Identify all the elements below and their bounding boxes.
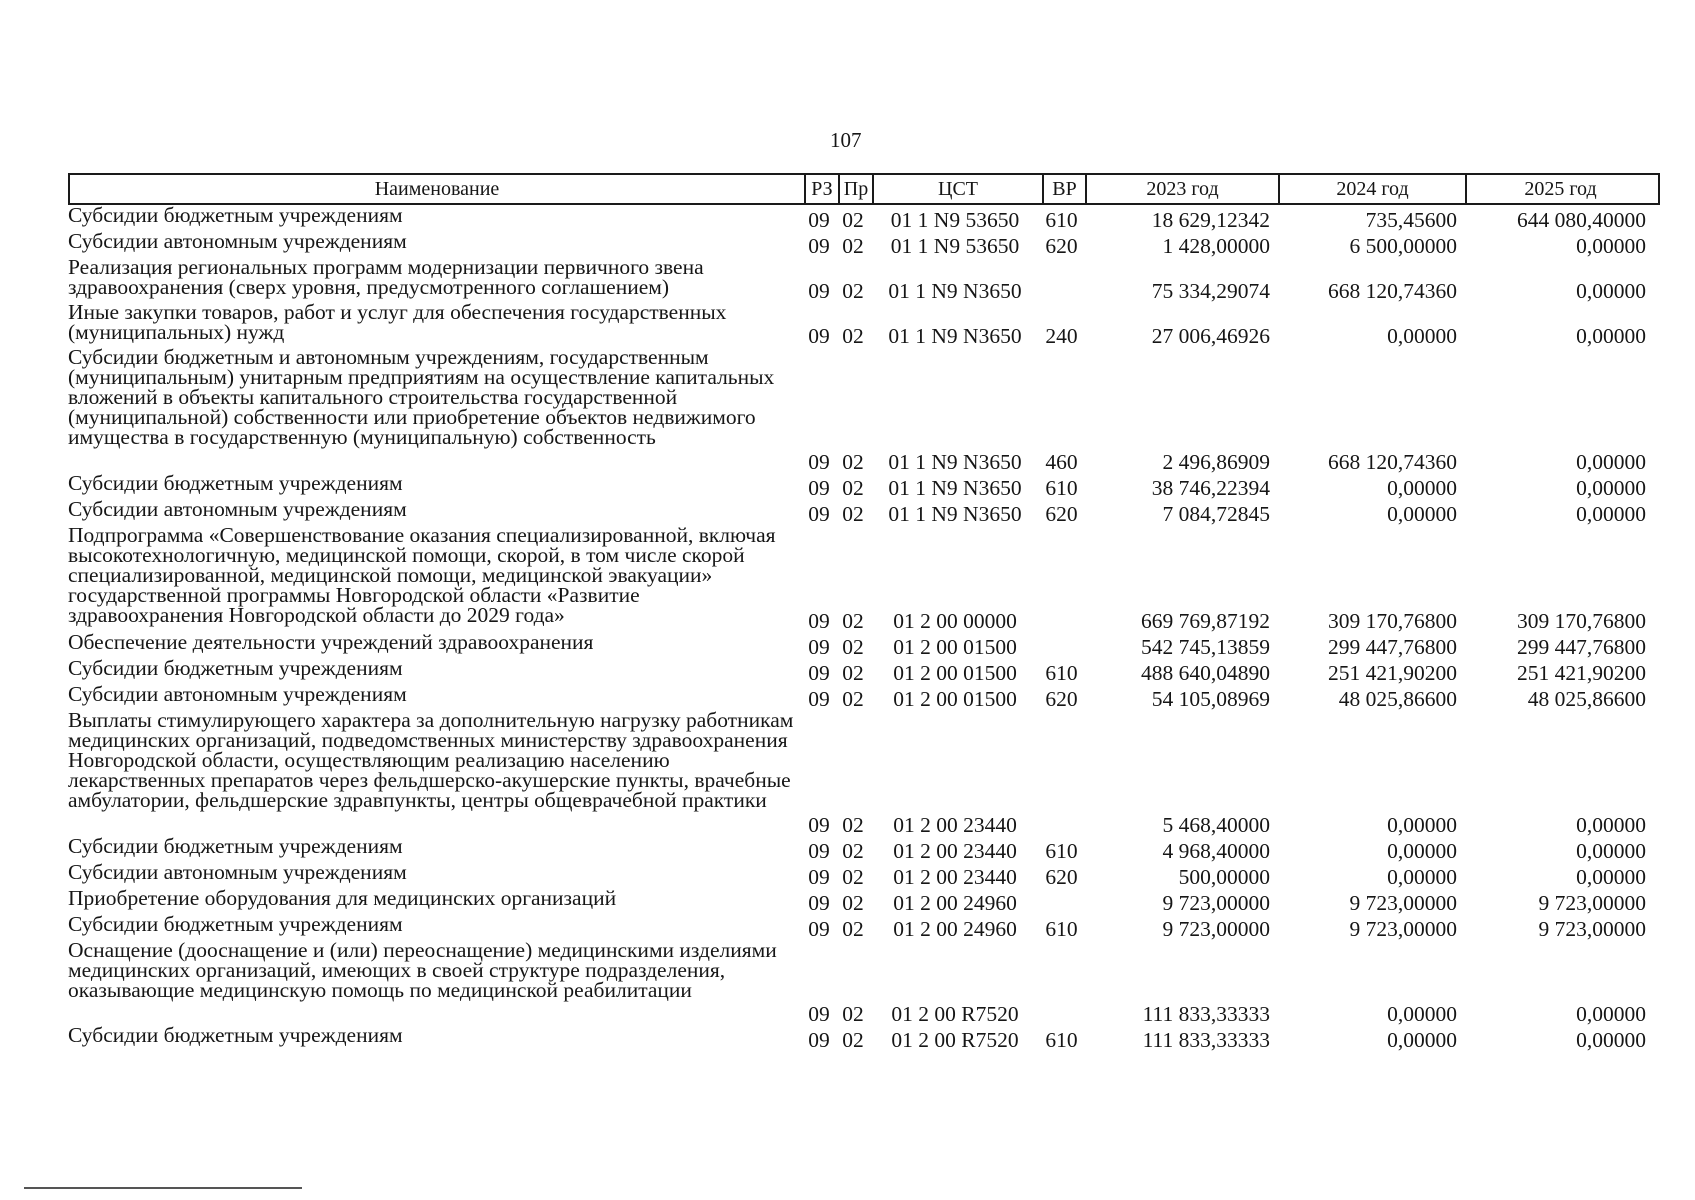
header-2023: 2023 год	[1085, 175, 1278, 203]
table-row	[68, 940, 1660, 1025]
row-cst: 01 1 N9 N3650	[888, 476, 1022, 500]
row-rz: 09	[808, 891, 830, 915]
row-name: Приобретение оборудования для медицинских организаций	[68, 886, 617, 910]
row-pr: 02	[842, 865, 864, 889]
row-name: Субсидии автономным учреждениям	[68, 682, 407, 706]
table-row	[68, 862, 1660, 888]
row-pr: 02	[842, 324, 864, 348]
row-2025: 0,00000	[1576, 324, 1646, 348]
row-2023: 1 428,00000	[1162, 234, 1270, 258]
row-name: Субсидии бюджетным и автономным учреждениям, государственным (муниципальным) унитарным предприятиям на осуществление капитальных вложений в объекты капитального строительства государственной (муниципальной) собственности или приобретение объектов недвижимого имущества в государственную (муниципальную) собственность	[68, 345, 775, 449]
table-row	[68, 347, 1660, 473]
row-2025: 9 723,00000	[1538, 891, 1646, 915]
row-2023: 500,00000	[1178, 865, 1270, 889]
row-pr: 02	[842, 450, 864, 474]
row-cst: 01 2 00 24960	[893, 917, 1017, 941]
row-pr: 02	[842, 1002, 864, 1026]
row-2024: 0,00000	[1387, 839, 1457, 863]
row-pr: 02	[842, 917, 864, 941]
row-vr	[1040, 525, 1083, 632]
row-2023: 7 084,72845	[1162, 502, 1270, 526]
row-rz: 09	[808, 502, 830, 526]
table-row	[68, 257, 1660, 302]
row-name: Подпрограмма «Совершенствование оказания специализированной, включая высокотехнологичную, медицинской помощи, скорой, в том числе скорой специализированной, медицинской помощи, медицинской эвакуации» государственной программы Новгородской области «Развитие здравоохранения Новгородской области до 2029 года»	[68, 523, 776, 627]
row-vr: 610	[1045, 661, 1078, 685]
header-rz: РЗ	[804, 175, 838, 203]
table-header	[68, 173, 1660, 205]
footer-divider	[24, 1187, 302, 1189]
row-cst: 01 2 00 24960	[893, 891, 1017, 915]
row-2025: 9 723,00000	[1538, 917, 1646, 941]
row-2023: 4 968,40000	[1162, 839, 1270, 863]
row-pr: 02	[842, 687, 864, 711]
table-row	[68, 231, 1660, 257]
row-2023: 75 334,29074	[1151, 279, 1270, 303]
row-vr: 610	[1045, 1028, 1078, 1052]
table-row	[68, 684, 1660, 710]
row-2024: 0,00000	[1387, 502, 1457, 526]
row-cst: 01 2 00 23440	[893, 813, 1017, 837]
table-row	[68, 888, 1660, 914]
row-2024: 9 723,00000	[1349, 891, 1457, 915]
row-vr: 610	[1045, 917, 1078, 941]
row-vr	[1040, 940, 1083, 1025]
row-rz: 09	[808, 234, 830, 258]
row-pr: 02	[842, 502, 864, 526]
row-name: Субсидии бюджетным учреждениям	[68, 203, 403, 227]
table-row	[68, 836, 1660, 862]
row-vr: 620	[1045, 234, 1078, 258]
row-2023: 38 746,22394	[1151, 476, 1270, 500]
row-2024: 9 723,00000	[1349, 917, 1457, 941]
row-rz: 09	[808, 609, 830, 633]
budget-table	[68, 173, 1660, 1051]
row-2025: 48 025,86600	[1527, 687, 1646, 711]
row-vr: 610	[1045, 839, 1078, 863]
row-vr	[1040, 632, 1083, 658]
row-cst: 01 2 00 23440	[893, 839, 1017, 863]
row-2025: 309 170,76800	[1517, 609, 1646, 633]
row-vr: 620	[1045, 687, 1078, 711]
row-cst: 01 2 00 01500	[893, 635, 1017, 659]
row-name: Иные закупки товаров, работ и услуг для обеспечения государственных (муниципальных) нужд	[68, 300, 727, 344]
row-rz: 09	[808, 279, 830, 303]
row-cst: 01 2 00 00000	[893, 609, 1017, 633]
row-name: Выплаты стимулирующего характера за дополнительную нагрузку работникам медицинских организаций, подведомственных министерству здравоохранения Новгородской области, осуществляющим реализацию населению лекарственных препаратов через фельдшерско-акушерские пункты, врачебные амбулатории, фельдшерские здравпункты, центры общеврачебной практики	[68, 708, 794, 812]
row-cst: 01 1 N9 53650	[890, 234, 1020, 258]
row-rz: 09	[808, 476, 830, 500]
row-2025: 251 421,90200	[1517, 661, 1646, 685]
row-name: Субсидии автономным учреждениям	[68, 860, 407, 884]
row-pr: 02	[842, 635, 864, 659]
row-rz: 09	[808, 687, 830, 711]
row-2024: 0,00000	[1387, 1028, 1457, 1052]
table-row	[68, 302, 1660, 347]
table-row	[68, 710, 1660, 836]
row-name: Субсидии бюджетным учреждениям	[68, 656, 403, 680]
row-2024: 735,45600	[1365, 208, 1457, 232]
row-vr: 620	[1045, 502, 1078, 526]
row-2024: 668 120,74360	[1328, 279, 1457, 303]
row-2024: 251 421,90200	[1328, 661, 1457, 685]
row-cst: 01 2 00 01500	[893, 661, 1017, 685]
row-rz: 09	[808, 1028, 830, 1052]
row-2025: 0,00000	[1576, 502, 1646, 526]
row-2024: 0,00000	[1387, 476, 1457, 500]
row-cst: 01 1 N9 N3650	[888, 502, 1022, 526]
row-2025: 299 447,76800	[1517, 635, 1646, 659]
row-rz: 09	[808, 865, 830, 889]
row-2023: 9 723,00000	[1162, 917, 1270, 941]
row-rz: 09	[808, 635, 830, 659]
row-2025: 0,00000	[1576, 865, 1646, 889]
row-2025: 0,00000	[1576, 450, 1646, 474]
row-rz: 09	[808, 917, 830, 941]
row-name: Субсидии автономным учреждениям	[68, 229, 407, 253]
row-vr	[1040, 710, 1083, 836]
row-vr: 610	[1045, 208, 1078, 232]
row-pr: 02	[842, 1028, 864, 1052]
row-2024: 0,00000	[1387, 865, 1457, 889]
row-cst: 01 1 N9 N3650	[888, 324, 1022, 348]
row-vr: 610	[1045, 476, 1078, 500]
row-name: Субсидии бюджетным учреждениям	[68, 912, 403, 936]
row-cst: 01 1 N9 N3650	[888, 450, 1022, 474]
row-pr: 02	[842, 813, 864, 837]
header-2025: 2025 год	[1465, 175, 1654, 203]
row-pr: 02	[842, 891, 864, 915]
header-cst: ЦСТ	[872, 175, 1042, 203]
row-2024: 299 447,76800	[1328, 635, 1457, 659]
row-2025: 0,00000	[1576, 839, 1646, 863]
row-rz: 09	[808, 208, 830, 232]
table-row	[68, 499, 1660, 525]
row-2023: 669 769,87192	[1141, 609, 1270, 633]
row-2023: 111 833,33333	[1142, 1028, 1270, 1052]
row-2025: 0,00000	[1576, 279, 1646, 303]
row-2023: 27 006,46926	[1151, 324, 1270, 348]
row-rz: 09	[808, 813, 830, 837]
row-cst: 01 2 00 01500	[893, 687, 1017, 711]
table-row	[68, 914, 1660, 940]
row-2024: 0,00000	[1387, 1002, 1457, 1026]
row-2025: 0,00000	[1576, 476, 1646, 500]
table-row	[68, 473, 1660, 499]
row-vr	[1040, 257, 1083, 302]
row-pr: 02	[842, 476, 864, 500]
row-name: Субсидии автономным учреждениям	[68, 497, 407, 521]
row-rz: 09	[808, 1002, 830, 1026]
row-2023: 542 745,13859	[1141, 635, 1270, 659]
row-2025: 0,00000	[1576, 1002, 1646, 1026]
header-pr: Пр	[838, 175, 872, 203]
row-cst: 01 1 N9 N3650	[888, 279, 1022, 303]
table-row	[68, 205, 1660, 231]
row-name: Обеспечение деятельности учреждений здравоохранения	[68, 630, 594, 654]
row-2025: 644 080,40000	[1517, 208, 1646, 232]
row-rz: 09	[808, 839, 830, 863]
row-2024: 668 120,74360	[1328, 450, 1457, 474]
row-name: Субсидии бюджетным учреждениям	[68, 834, 403, 858]
row-pr: 02	[842, 208, 864, 232]
row-2025: 0,00000	[1576, 813, 1646, 837]
row-pr: 02	[842, 609, 864, 633]
table-row	[68, 632, 1660, 658]
row-rz: 09	[808, 661, 830, 685]
row-vr	[1040, 888, 1083, 914]
row-2025: 0,00000	[1576, 234, 1646, 258]
header-name: Наименование	[374, 177, 500, 200]
row-2023: 111 833,33333	[1142, 1002, 1270, 1026]
row-2023: 54 105,08969	[1151, 687, 1270, 711]
row-2023: 9 723,00000	[1162, 891, 1270, 915]
row-cst: 01 1 N9 53650	[890, 208, 1020, 232]
row-pr: 02	[842, 661, 864, 685]
row-2025: 0,00000	[1576, 1028, 1646, 1052]
row-cst: 01 2 00 23440	[893, 865, 1017, 889]
row-name: Субсидии бюджетным учреждениям	[68, 471, 403, 495]
row-2023: 5 468,40000	[1162, 813, 1270, 837]
row-2024: 0,00000	[1387, 324, 1457, 348]
row-cst: 01 2 00 R7520	[891, 1002, 1019, 1026]
row-2023: 488 640,04890	[1141, 661, 1270, 685]
page-number: 107	[830, 128, 862, 152]
header-vr: ВР	[1042, 175, 1085, 203]
row-2024: 48 025,86600	[1338, 687, 1457, 711]
table-row	[68, 525, 1660, 632]
row-pr: 02	[842, 279, 864, 303]
row-cst: 01 2 00 R7520	[891, 1028, 1019, 1052]
row-rz: 09	[808, 324, 830, 348]
row-rz: 09	[808, 450, 830, 474]
row-2023: 2 496,86909	[1162, 450, 1270, 474]
row-name: Реализация региональных программ модернизации первичного звена здравоохранения (сверх уровня, предусмотренного соглашением)	[68, 255, 704, 299]
row-2024: 309 170,76800	[1328, 609, 1457, 633]
row-vr: 620	[1045, 865, 1078, 889]
row-name: Оснащение (дооснащение и (или) переоснащение) медицинскими изделиями медицинских организаций, имеющих в своей структуре подразделения, оказывающие медицинскую помощь по медицинской реабилитации	[68, 938, 777, 1002]
row-2024: 0,00000	[1387, 813, 1457, 837]
row-pr: 02	[842, 839, 864, 863]
row-2024: 6 500,00000	[1349, 234, 1457, 258]
table-row	[68, 658, 1660, 684]
row-2023: 18 629,12342	[1151, 208, 1270, 232]
row-vr: 240	[1045, 324, 1078, 348]
table-row	[68, 1025, 1660, 1051]
header-2024: 2024 год	[1278, 175, 1465, 203]
row-pr: 02	[842, 234, 864, 258]
row-vr: 460	[1045, 450, 1078, 474]
row-name: Субсидии бюджетным учреждениям	[68, 1023, 403, 1047]
